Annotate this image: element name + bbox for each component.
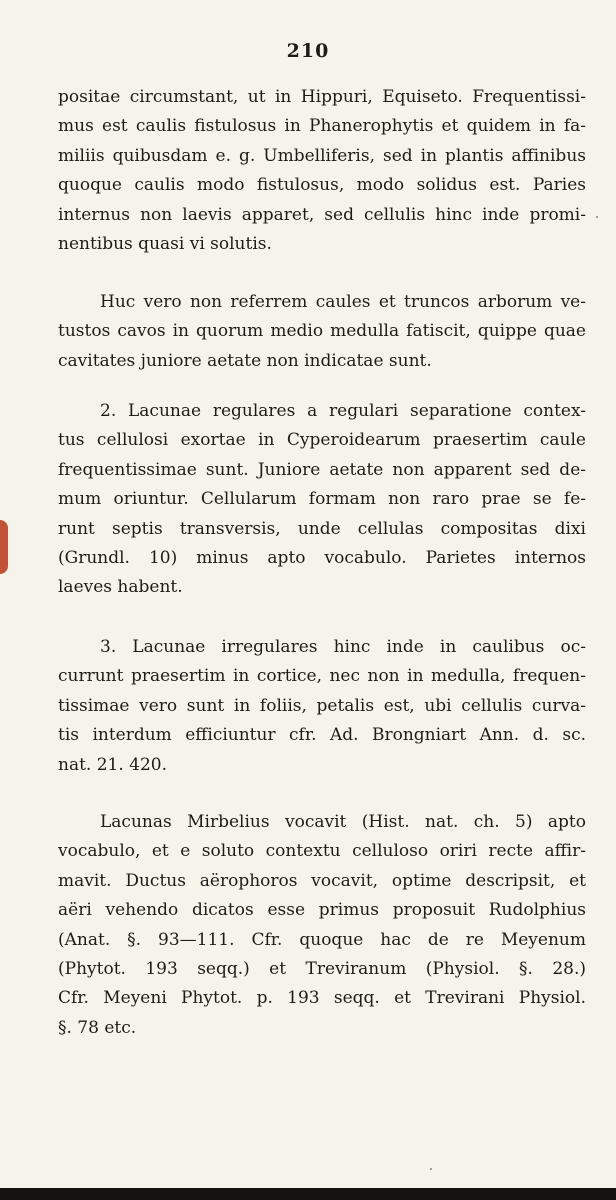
text-line: frequentissimae sunt. Juniore aetate non apparent sed de- xyxy=(58,459,586,480)
scan-bottom-edge xyxy=(0,1188,616,1200)
text-line: mum oriuntur. Cellularum formam non raro prae se fe- xyxy=(58,489,586,510)
paragraph-4 xyxy=(58,633,586,780)
paper-speck xyxy=(430,1168,432,1170)
text-line: (Grundl. 10) minus apto vocabulo. Parietes internos xyxy=(58,548,586,569)
text-line: nat. 21. 420. xyxy=(58,754,168,775)
text-line: laeves habent. xyxy=(58,577,183,598)
paper-speck xyxy=(596,216,598,218)
paragraph-3 xyxy=(58,397,586,603)
text-line: cavitates juniore aetate non indicatae sunt. xyxy=(58,350,432,371)
text-line: vocabulo, et e soluto contextu celluloso oriri recte affir- xyxy=(58,841,586,862)
text-line: mus est caulis fistulosus in Phanerophytis et quidem in fa- xyxy=(58,116,586,137)
text-line: miliis quibusdam e. g. Umbelliferis, sed in plantis affinibus xyxy=(58,145,586,166)
text-line: currunt praesertim in cortice, nec non in medulla, frequen- xyxy=(58,666,586,687)
text-line: 2. Lacunae regulares a regulari separatione contex- xyxy=(100,401,586,421)
text-line: Cfr. Meyeni Phytot. p. 193 seqq. et Treviranі Physiol. xyxy=(58,988,586,1009)
text-line: quoque caulis modo fistulosus, modo solidus est. Paries xyxy=(58,175,586,196)
text-line: §. 78 etc. xyxy=(58,1017,137,1038)
paragraph-2 xyxy=(58,288,586,376)
page-edge-mark xyxy=(0,520,8,574)
text-line: tustos cavos in quorum medio medulla fatiscit, quippe quae xyxy=(58,321,586,342)
text-line: 3. Lacunae irregulares hinc inde in caulibus oc- xyxy=(100,637,586,657)
text-line: (Anat. §. 93—111. Cfr. quoque hac de re Meyenum xyxy=(58,929,586,950)
paragraph-1 xyxy=(58,83,586,259)
text-line: mavit. Ductus aërophoros vocavit, optime descripsit, et xyxy=(58,870,586,891)
text-line: tissimae vero sunt in foliis, petalis est, ubi cellulis curva- xyxy=(58,695,586,716)
page-number: 210 xyxy=(286,40,330,62)
text-line: runt septis transversis, unde cellulas compositas dixi xyxy=(58,518,586,539)
text-line: positae circumstant, ut in Hippuri, Equiseto. Frequentissi- xyxy=(58,87,586,107)
text-line: nentibus quasi vi solutis. xyxy=(58,234,272,255)
text-line: tis interdum efficiuntur cfr. Ad. Brongniart Ann. d. sc. xyxy=(58,725,586,746)
text-line: tus cellulosi exortae in Cyperoidearum praesertim caule xyxy=(58,430,586,451)
text-line: (Phytot. 193 seqq.) et Treviranum (Physiol. §. 28.) xyxy=(58,959,586,980)
text-line: internus non laevis apparet, sed cellulis hinc inde promi- xyxy=(58,204,586,225)
text-line: Huc vero non referrem caules et truncos arborum ve- xyxy=(100,292,586,312)
paragraph-5 xyxy=(58,808,586,1043)
text-line: Lacunas Mirbelius vocavit (Hist. nat. ch. 5) apto xyxy=(100,812,586,832)
text-line: aëri vehendo dicatos esse primus proposuit Rudolphius xyxy=(58,900,586,921)
